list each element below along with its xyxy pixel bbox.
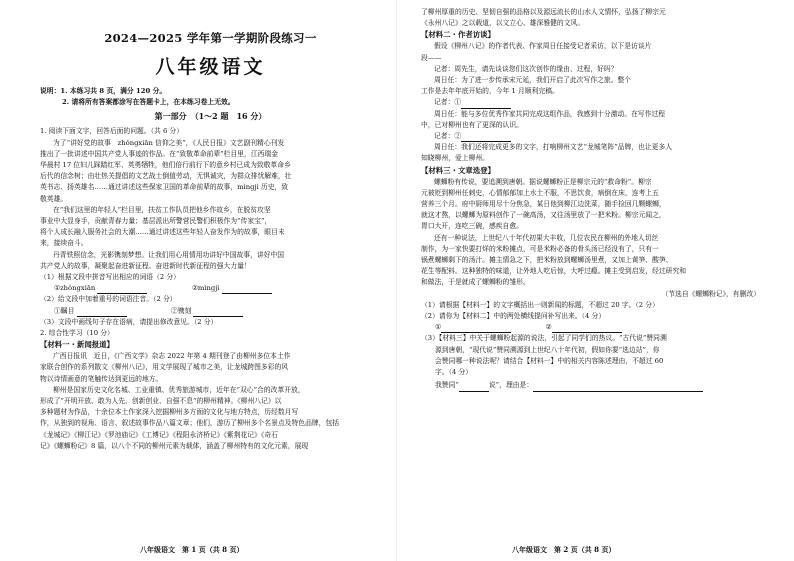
material-3-line-1: 螺蛳粉有传说，要追溯到唐朝。据说螺蛳粉正是柳宗元的“救命粉”。柳宗 bbox=[434, 177, 652, 186]
m2-line-1: 假设《柳州八记》的作者代表、作家周日任接受记者采访，以下是访谈片 bbox=[434, 42, 652, 51]
q1-passage-line-11: 丹青铁照信念，光影镌刻梦想。让我们用心用情用功讲好中国故事，讲好中国 bbox=[53, 250, 285, 259]
blank-label-3: ①瞩目 bbox=[54, 306, 75, 315]
dialog-line-6: 周日任：我们还将完成更多的文字，打响柳州文艺“龙城笔阵”品牌，也让更多人 bbox=[434, 143, 673, 152]
reporter-blank-2[interactable] bbox=[461, 132, 511, 142]
dialog-line-2: 周日任：为了进一步传承宋元延，我们开启了此次写作之旅。整个 bbox=[434, 76, 632, 85]
q1-passage-line-1: 为了“讲好党的故事 zhǒngxiān 信仰之美”，《人民日报》文艺副刊精心刊发 bbox=[53, 138, 285, 147]
material-3-title: 【材料三・文章选登】 bbox=[421, 165, 495, 175]
question-2-2: （2）请你为【材料二】中的两处横线提问补写出来。（4 分） bbox=[421, 312, 606, 321]
q1-passage bbox=[40, 138, 381, 272]
q1-passage-line-10: 来，接续奋斗。 bbox=[40, 239, 88, 248]
question-2-3-line-3: 会赞同哪一种说法呢？请结合【材料一】中的相关内容陈述理由，不超过 60 bbox=[435, 356, 664, 365]
material-1-line-7: 作，从独到的视角、语言、叙述故事作品八篇文章；他们，游历了柳州多个名景点及特色品牌，包括 bbox=[40, 419, 340, 428]
q1-blanks-row-1 bbox=[40, 283, 381, 294]
material-3-line-10: 和做法，于是就成了螺蛳粉的雏形。 bbox=[421, 278, 530, 287]
answer-blank-2[interactable] bbox=[222, 284, 272, 294]
material-1-line-6: 多种题材为作品，十余位本土作家深入挖掘柳州多方面的文化与地方特点，历经数月写 bbox=[40, 408, 299, 417]
material-3-line-2: 元被贬到柳州任刺史，心情郁郁加上水土不服，不思饮食，病倒在床，连考上五 bbox=[421, 188, 659, 197]
dialog-line-5: 中，已对柳州也有了更深的认识。 bbox=[421, 120, 523, 129]
q1-sub-1: （1）根据文段中拼音写出相应的词语（2 分） bbox=[40, 273, 180, 282]
material-3-passage bbox=[421, 177, 760, 289]
q1-passage-line-6: 敬英雄。 bbox=[40, 194, 68, 203]
part-title: 第一部分 （1～2 题 16 分） bbox=[154, 111, 267, 122]
q1-passage-line-7: 在“我们这里的年轻人”栏目里，扶贫工作队员把他乡作故乡，在脱贫攻坚 bbox=[53, 205, 271, 214]
note-2: 2. 请将所有答案都涂写在答题卡上，在本练习卷上无效。 bbox=[62, 98, 235, 107]
answer-blank-1[interactable] bbox=[97, 284, 147, 294]
material-3-line-8: 锅煮螺蛳剩下的汤汁。摊主情急之下，把米粉放到螺蛳汤里煮，又加上黄笋、酸笋、 bbox=[421, 256, 673, 265]
q1-passage-line-5: 英书志、扬英雄名……通过讲述这些保家卫国的革命前辈的故事，mìngjì 历史，致 bbox=[40, 183, 289, 192]
note-1: 说明：1. 本练习共 8 页，满分 120 分。 bbox=[40, 87, 167, 95]
dialog-line-1: 记者：周先生，请先谈谈您们这次创作的缘由、过程，好吗？ bbox=[434, 64, 618, 73]
reporter-question-2 bbox=[421, 131, 760, 142]
agree-label: 我赞同“ bbox=[435, 381, 459, 390]
answer-label-2: ② bbox=[545, 323, 552, 332]
material-3-line-7: 制作，为一家快要打烊的米粉摊点，可是米粉必备的骨头汤已经没有了，只有一 bbox=[421, 244, 659, 253]
dialog-line-4: 周日任：能与多位优秀作家共同完成这组作品，我感到十分激动。在写作过程 bbox=[434, 109, 666, 118]
material-3-line-4: 就这才熬，以螺蛳为原料创作了一碗高汤，又往汤里放了一把米粉。柳宗元闻之， bbox=[421, 211, 666, 220]
q1-passage-line-3: 华晨村 17 位妇儿踩踏红军、英勇牺牲，他们倍行前行下的意乡村已成为致敬革命乡 bbox=[40, 161, 291, 170]
material-1-title: 【材料一・新闻报道】 bbox=[40, 340, 114, 350]
material-3-line-3: 营养三个月。府中厨师用尽十分焦急，某日他到柳江边洗菜，随手捡回几颗螺蛳， bbox=[421, 200, 666, 209]
reporter-question-1 bbox=[421, 97, 760, 108]
reporter-blank-1[interactable] bbox=[461, 99, 511, 109]
answer-row-2-2 bbox=[421, 322, 760, 333]
material-1-passage bbox=[40, 351, 381, 452]
page-2 bbox=[397, 0, 794, 561]
reason-label: 说”，理由是： bbox=[488, 381, 534, 390]
material-1-line-5: 形成了“开明开放、敢为人先、创新创业、自强不息”的柳州精神。《柳州八记》以 bbox=[40, 397, 282, 406]
material-3-line-6: 还有一种说法，上世纪八十年代初果大丰收，几位农民在柳州的外地人切丝 bbox=[434, 233, 659, 242]
answer-label-1: ① bbox=[435, 323, 442, 332]
reporter-label-2: 记者：② bbox=[434, 132, 462, 141]
material-1-line-1: 广西日报讯 近日，《广西文学》杂志 2022 年第 4 期刊登了由柳州多位本土作 bbox=[53, 352, 291, 361]
agree-choice-blank[interactable] bbox=[459, 382, 489, 392]
answer-blank-3[interactable] bbox=[77, 307, 127, 317]
blank-label-4: ②镌刻 bbox=[170, 306, 192, 315]
exam-main-title: 八年级语文 bbox=[155, 56, 266, 78]
material-1-line-8: 《龙城记》《柳江记》《罗池庙记》《工博记》《程阳永济桥记》《紫荆花记》《奇石 bbox=[40, 430, 278, 439]
material-1-line-9: 记》《螺蛳粉记》8 篇，以八个不同的柳州元素为载体，涵盖了柳州特有的文化元素，展现 bbox=[40, 441, 309, 450]
dialog-line-3: 工作是去年年底开始的，今年 1 月顺利完稿。 bbox=[421, 87, 559, 96]
q1-passage-line-4: 后代的信念树；由壮热关提倡的文艺战士倒值劳动，无惧诚灾，为群众排忧解难，壮 bbox=[40, 172, 292, 181]
blank-label-2: ②mìngjì bbox=[191, 284, 220, 293]
m2-line-2: 段—— bbox=[421, 53, 442, 62]
source-note: （节选自《螺蛳粉记》，有删改） bbox=[661, 289, 760, 298]
exam-year-title: 2024—2025 学年第一学期阶段练习一 bbox=[104, 31, 317, 45]
reporter-label-1: 记者：① bbox=[434, 98, 462, 107]
material-3-line-5: 胃口大开，连吃三碗，感疾自愈。 bbox=[421, 222, 523, 231]
question-2-3-line-2: 源到唐朝，“现代说”赞同溯源到上世纪八十年代初，假如你要“选边站”，你 bbox=[435, 345, 660, 354]
answer-2-2-blank-1[interactable] bbox=[441, 323, 511, 333]
question-2-3-line-4: 字。（4 分） bbox=[435, 368, 473, 377]
answer-2-2-blank-2[interactable] bbox=[552, 323, 622, 333]
material-2-title: 【材料二・作者访谈】 bbox=[421, 30, 495, 40]
q1-passage-line-12: 共产党人的故事，凝聚起奋进新征程、奋进新时代新征程的强大力量！ bbox=[40, 261, 251, 270]
reason-blank[interactable] bbox=[533, 382, 703, 392]
q1-passage-line-2: 推出了一批讲述中国共产党人事迹的作品。在“致敬革命前辈”栏目里，江西瑞金 bbox=[40, 149, 279, 158]
q1-passage-line-9: 将个人成长融入服务社会的大潮……通过讲述这些年轻人奋发作为的故事，眼目未 bbox=[40, 228, 285, 237]
material-1-line-3: 物以诗情画意的笔触传达到更远的地方。 bbox=[40, 374, 163, 383]
page-1-footer: 八年级语文 第 1 页（共 8 页） bbox=[140, 545, 244, 554]
agree-answer-row bbox=[421, 380, 760, 391]
blank-label-1: ①zhǒngxiān bbox=[54, 284, 96, 293]
q2-title: 2. 综合性学习（10 分） bbox=[40, 329, 114, 338]
q1-title: 1. 阅读下面文字，回答后面的问题。（共 6 分） bbox=[40, 127, 184, 136]
continued-line-2: 《永州八记》之以载道、以文立心、雄深雅健的文风。 bbox=[421, 19, 585, 28]
q1-passage-line-8: 事业中大显身手，贡献青春力量；基层派出所警营民警们积极作为“传家宝”， bbox=[40, 217, 272, 226]
answer-blank-4[interactable] bbox=[193, 307, 243, 317]
dialog-line-7: 知晓柳州，爱上柳州。 bbox=[421, 154, 489, 163]
material-3-line-9: 花生等配料。这种独特的味道，让外地人吃后惊，大呼过瘾。摊主受到启发，经过研究和 bbox=[421, 267, 687, 276]
page-2-footer: 八年级语文 第 2 页（共 8 页） bbox=[512, 545, 616, 554]
q1-blanks-row-2 bbox=[40, 306, 381, 317]
question-2-1: （1）请根据【材料一】的文字概括出一则新闻的标题，不超过 20 字。（2 分） bbox=[421, 300, 659, 309]
continued-line-1: 了柳州厚重的历史、坚韧自强的品格以及源远流长的山水人文情怀，弘扬了柳宗元 bbox=[421, 8, 666, 16]
material-1-line-2: 家联合创作的系列散文《柳州八记》，用文学展现了城市之美，让龙城跨图多彩的风 bbox=[40, 363, 289, 372]
q1-sub-3: （3）文段中画线句子存在语病，请提出修改意见。（2 分） bbox=[40, 317, 218, 326]
material-1-line-4: 柳州是国家历史文化名城、工业重镇、优秀旅游城市，近年在“双心”合的改革开放， bbox=[53, 385, 305, 394]
q1-sub-2: （2）给文段中加着重号的词语注音。（2 分） bbox=[40, 295, 177, 304]
question-2-3-line-1: （3）【材料三】中关于螺蛳粉起源的说法，引起了同学们的热议。“古代说”赞同溯 bbox=[421, 334, 667, 343]
